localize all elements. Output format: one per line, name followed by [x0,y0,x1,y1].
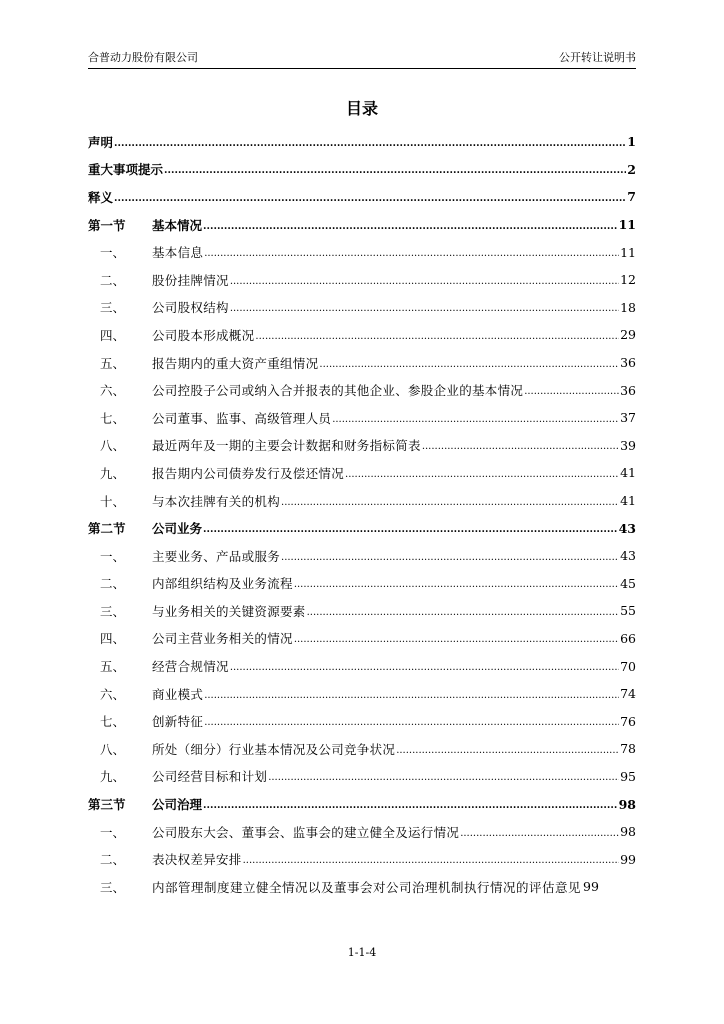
item-label: 股份挂牌情况 [152,272,229,288]
toc-item[interactable] [88,625,636,653]
toc-entry-label: 释义 [88,189,114,205]
item-page: 99 [620,851,636,867]
item-page: 45 [620,575,636,591]
item-label: 公司股本形成概况 [152,327,255,343]
leader-dots [114,139,626,149]
leader-dots [204,718,619,728]
item-label: 所处（细分）行业基本情况及公司竞争状况 [152,741,396,757]
toc-item[interactable] [88,432,636,460]
item-label: 公司控股子公司或纳入合并报表的其他企业、参股企业的基本情况 [152,383,524,399]
item-number: 一、 [100,548,126,564]
leader-dots [204,249,619,259]
leader-dots [294,580,619,590]
toc-item[interactable] [88,294,636,322]
item-page: 41 [620,465,636,481]
toc-entry-statement[interactable] [88,128,636,156]
item-number: 一、 [100,245,126,261]
item-page: 36 [620,382,636,398]
item-number: 二、 [100,852,126,868]
toc-entry-label: 重大事项提示 [88,162,164,178]
item-number: 三、 [100,879,126,895]
item-label: 公司股权结构 [152,300,229,316]
leader-dots [524,387,619,397]
section-page: 98 [618,796,636,812]
leader-dots [281,498,619,508]
section-number: 第二节 [88,521,126,537]
leader-dots [422,442,619,452]
leader-dots [332,415,619,425]
item-page: 11 [620,244,636,260]
section-number: 第一节 [88,217,126,233]
item-label: 与本次挂牌有关的机构 [152,493,281,509]
item-page: 55 [620,603,636,619]
item-page: 29 [620,327,636,343]
item-label: 经营合规情况 [152,659,229,675]
toc-item[interactable] [88,542,636,570]
toc-item[interactable] [88,707,636,735]
leader-dots [230,277,619,287]
toc-entry-definitions[interactable] [88,183,636,211]
toc-section-3[interactable] [88,790,636,818]
item-number: 一、 [100,824,126,840]
item-number: 十、 [100,493,126,509]
item-label: 公司经营目标和计划 [152,769,268,785]
item-label: 创新特征 [152,714,204,730]
leader-dots [255,332,619,342]
toc-item[interactable] [88,321,636,349]
page-header [88,50,636,69]
toc-item[interactable] [88,404,636,432]
item-page: 39 [620,437,636,453]
toc-item[interactable] [88,266,636,294]
leader-dots [203,525,618,535]
leader-dots [345,470,619,480]
item-number: 二、 [100,576,126,592]
item-label: 主要业务、产品或服务 [152,548,281,564]
item-page: 37 [620,410,636,426]
item-label: 公司主营业务相关的情况 [152,631,293,647]
item-page: 95 [620,768,636,784]
leader-dots [268,773,619,783]
toc-item[interactable] [88,597,636,625]
item-page: 74 [620,686,636,702]
item-page: 76 [620,713,636,729]
item-number: 二、 [100,272,126,288]
item-number: 八、 [100,438,126,454]
toc-item[interactable] [88,680,636,708]
item-label: 公司董事、监事、高级管理人员 [152,410,332,426]
leader-dots [307,608,619,618]
toc-item[interactable] [88,763,636,791]
toc-entry-major-matters[interactable] [88,156,636,184]
leader-dots [294,635,619,645]
item-label: 公司股东大会、董事会、监事会的建立健全及运行情况 [152,824,460,840]
toc-section-1[interactable] [88,211,636,239]
leader-dots [203,222,618,232]
item-page: 99 [583,879,599,895]
item-page: 70 [620,658,636,674]
item-number: 五、 [100,659,126,675]
section-label: 基本情况 [152,217,203,233]
item-number: 四、 [100,631,126,647]
item-page: 43 [620,548,636,564]
item-label: 最近两年及一期的主要会计数据和财务指标简表 [152,438,421,454]
toc-item[interactable] [88,873,636,901]
toc-entry-page: 1 [627,134,636,150]
toc-item[interactable] [88,845,636,873]
item-page: 66 [620,630,636,646]
toc-item[interactable] [88,349,636,377]
page-number: 1-1-4 [347,946,377,959]
leader-dots [319,360,619,370]
item-number: 六、 [100,383,126,399]
leader-dots [204,691,619,701]
toc-item[interactable] [88,735,636,763]
toc-item[interactable] [88,652,636,680]
item-page: 78 [620,741,636,757]
leader-dots [460,829,619,839]
leader-dots [164,166,626,176]
item-label: 商业模式 [152,686,204,702]
item-number: 五、 [100,355,126,371]
item-label: 内部管理制度建立健全情况以及董事会对公司治理机制执行情况的评估意见 [152,879,582,895]
leader-dots [230,663,619,673]
toc-item[interactable] [88,487,636,515]
toc-entry-page: 2 [627,161,636,177]
company-name: 合普动力股份有限公司 [88,51,198,64]
section-label: 公司业务 [152,521,203,537]
item-number: 七、 [100,410,126,426]
leader-dots [281,553,619,563]
item-label: 基本信息 [152,245,204,261]
leader-dots [243,856,619,866]
item-page: 41 [620,493,636,509]
item-number: 三、 [100,300,126,316]
item-number: 三、 [100,603,126,619]
section-page: 11 [618,217,636,233]
item-number: 九、 [100,769,126,785]
toc-section-2[interactable] [88,514,636,542]
leader-dots [203,801,618,811]
table-of-contents [88,128,636,901]
item-page: 36 [620,355,636,371]
toc-entry-page: 7 [627,189,636,205]
toc-item[interactable] [88,570,636,598]
item-page: 12 [620,272,636,288]
item-label: 表决权差异安排 [152,852,242,868]
section-number: 第三节 [88,797,126,813]
item-number: 六、 [100,686,126,702]
item-page: 98 [620,824,636,840]
leader-dots [114,194,626,204]
item-label: 内部组织结构及业务流程 [152,576,293,592]
toc-item[interactable] [88,238,636,266]
item-label: 报告期内的重大资产重组情况 [152,355,319,371]
toc-item[interactable] [88,818,636,846]
toc-entry-label: 声明 [88,134,114,150]
item-page: 18 [620,299,636,315]
item-number: 七、 [100,714,126,730]
section-page: 43 [618,520,636,536]
toc-item[interactable] [88,376,636,404]
item-number: 四、 [100,327,126,343]
item-number: 八、 [100,741,126,757]
toc-title: 目录 [345,99,378,118]
section-label: 公司治理 [152,797,203,813]
item-label: 与业务相关的关键资源要素 [152,603,306,619]
leader-dots [396,746,619,756]
item-label: 报告期内公司债券发行及偿还情况 [152,465,345,481]
document-type: 公开转让说明书 [559,51,636,64]
item-number: 九、 [100,465,126,481]
toc-item[interactable] [88,459,636,487]
leader-dots [230,304,619,314]
